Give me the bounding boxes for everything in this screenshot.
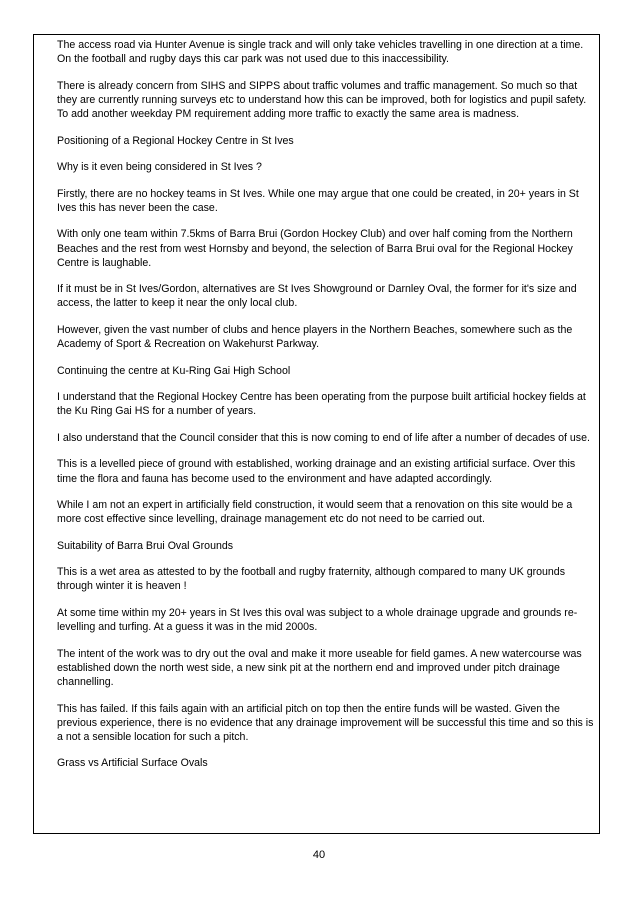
paragraph-end-of-life: I also understand that the Council consider that this is now coming to end of life after a number of decades of use. bbox=[57, 431, 590, 444]
paragraph-northern-beaches: However, given the vast number of clubs and hence players in the Northern Beaches, somewhere such as the Academy of Sport & Recreation on Wakehurst Parkway. bbox=[57, 323, 573, 351]
paragraph-wet-area: This is a wet area as attested to by the football and rugby fraternity, although compared to many UK grounds through winter it is heaven ! bbox=[57, 566, 565, 593]
paragraph-traffic-concern: There is already concern from SIHS and SIPPS about traffic volumes and traffic management. So much so that they are currently running surveys etc to understand how this can be improved, both for logistics and pupil safety. To add another weekday PM requirement adding more traffic to exactly the same area is madness. bbox=[57, 79, 587, 121]
paragraph-no-hockey-teams: Firstly, there are no hockey teams in St Ives. While one may argue that one could be created, in 20+ years in St Ives this has never been the case. bbox=[57, 187, 579, 214]
paragraph-operating: I understand that the Regional Hockey Centre has been operating from the purpose built artificial hockey fields at the Ku Ring Gai HS for a number of years. bbox=[57, 391, 586, 418]
paragraph-access-road: The access road via Hunter Avenue is single track and will only take vehicles travelling in one direction at a time. On the football and rugby days this car park was not used due to this inaccessibility. bbox=[57, 39, 584, 66]
paragraph-intent: The intent of the work was to dry out the oval and make it more useable for field games. A new watercourse was established down the north west side, a new sink pit at the northern end and improved under pitch drainage channelling. bbox=[57, 647, 582, 689]
heading-positioning: Positioning of a Regional Hockey Centre in St Ives bbox=[57, 134, 294, 147]
paragraph-one-team: With only one team within 7.5kms of Barra Brui (Gordon Hockey Club) and over half coming from the Northern Beaches and the rest from west Hornsby and beyond, the selection of Barra Brui oval for the Regional Hockey Centre is laughable. bbox=[57, 228, 573, 269]
heading-suitability: Suitability of Barra Brui Oval Grounds bbox=[57, 539, 234, 552]
paragraph-alternatives: If it must be in St Ives/Gordon, alternatives are St Ives Showground or Darnley Oval, the former for it's size and access, the latter to keep it near the only local club. bbox=[57, 283, 577, 310]
paragraph-levelled-ground: This is a levelled piece of ground with established, working drainage and an existing artificial surface. Over this time the flora and fauna has become used to the environment and have adapted accordingly. bbox=[57, 458, 576, 485]
paragraph-renovation: While I am not an expert in artificially field construction, it would seem that a renovation on this site would be a more cost effective since levelling, drainage management etc do not need to be carried out. bbox=[57, 499, 573, 526]
heading-why-st-ives: Why is it even being considered in St Ives ? bbox=[57, 161, 262, 174]
heading-continuing-centre: Continuing the centre at Ku-Ring Gai High School bbox=[57, 364, 291, 377]
document-body bbox=[57, 38, 597, 783]
paragraph-drainage-upgrade: At some time within my 20+ years in St Ives this oval was subject to a whole drainage upgrade and grounds re-levelling and turfing. At a guess it was in the mid 2000s. bbox=[57, 606, 578, 634]
heading-grass-vs-artificial: Grass vs Artificial Surface Ovals bbox=[57, 757, 208, 770]
paragraph-has-failed: This has failed. If this fails again with an artificial pitch on top then the entire funds will be wasted. Given the previous experience, there is no evidence that any drainage improvement will be successful this time and so this is a not a sensible location for such a pitch. bbox=[57, 702, 594, 743]
page-number: 40 bbox=[312, 849, 326, 861]
